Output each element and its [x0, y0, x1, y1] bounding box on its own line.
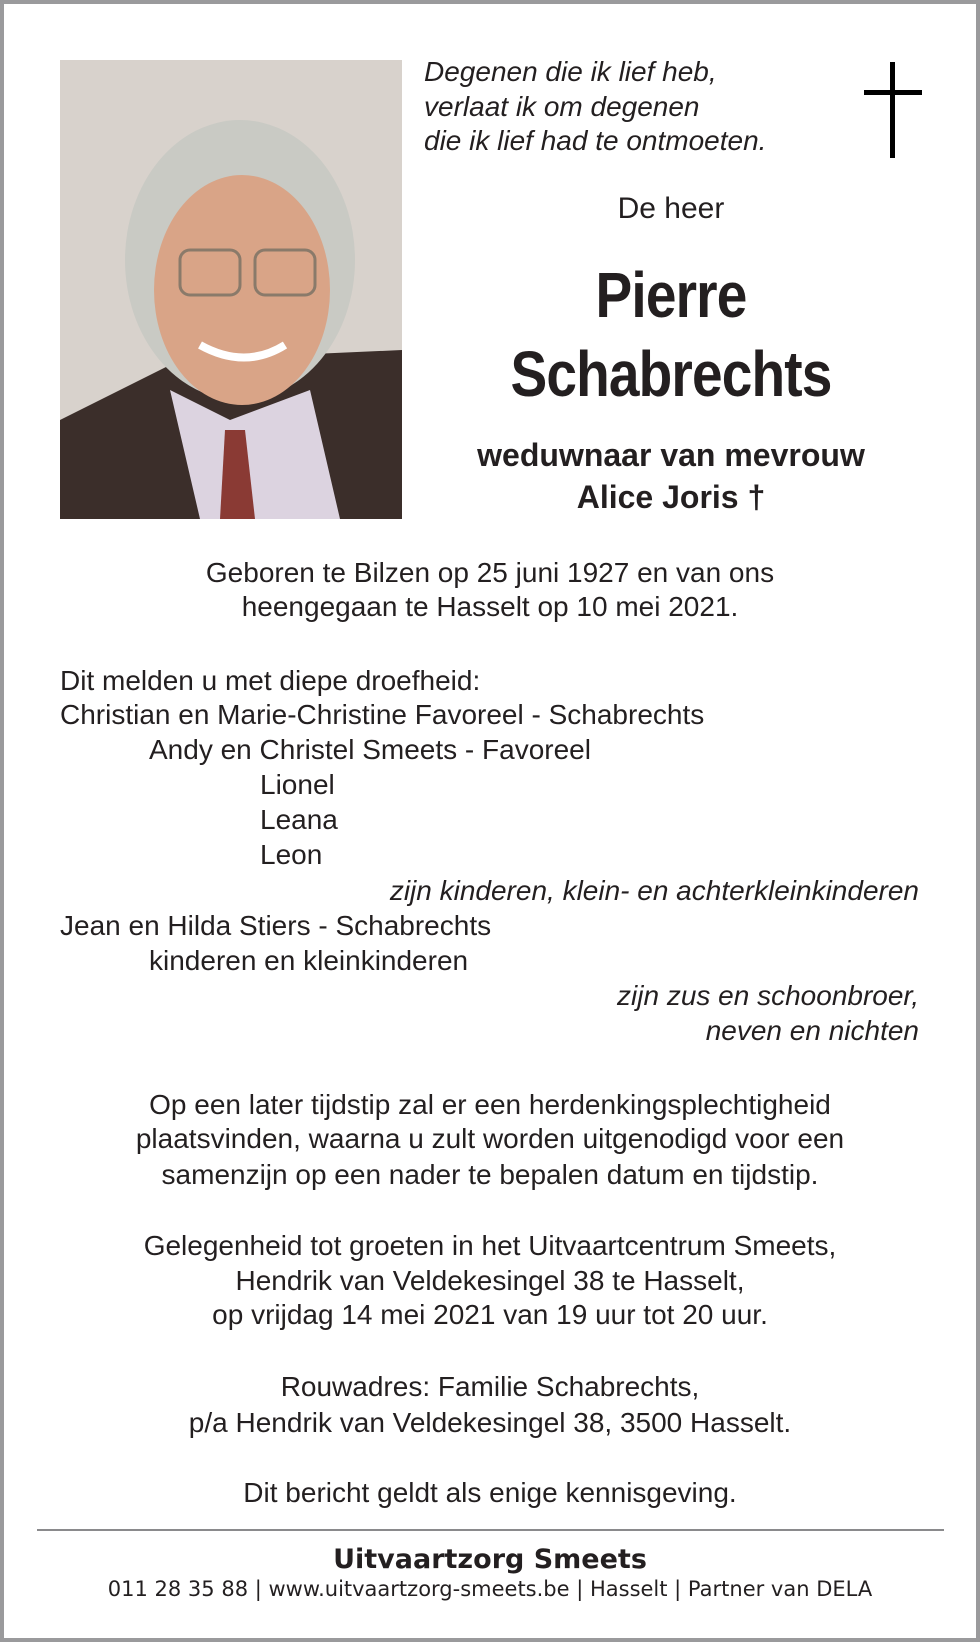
ceremony-line: plaatsvinden, waarna u zult worden uitgenodigd voor een: [135, 1123, 845, 1154]
quote-line: die ik lief had te ontmoeten.: [424, 125, 767, 156]
portrait-photo: [60, 60, 402, 519]
address-line: Rouwadres: Familie Schabrechts,: [280, 1371, 700, 1402]
family-relation: zijn kinderen, klein- en achterkleinkinderen: [389, 875, 919, 906]
family-line: Christian en Marie-Christine Favoreel - Schabrechts: [60, 699, 705, 730]
notice: Dit bericht geldt als enige kennisgeving.: [243, 1477, 737, 1508]
quote-line: verlaat ik om degenen: [424, 91, 700, 122]
family-line: Lionel: [260, 769, 335, 800]
ceremony-line: Op een later tijdstip zal er een herdenkingsplechtigheid: [149, 1089, 831, 1120]
funeral-home-contact: 011 28 35 88 | www.uitvaartzorg-smeets.be | Hasselt | Partner van DELA: [107, 1577, 873, 1601]
funeral-home-name: Uitvaartzorg Smeets: [333, 1544, 647, 1575]
visit-line: Gelegenheid tot groeten in het Uitvaartcentrum Smeets,: [143, 1230, 837, 1261]
first-name: Pierre: [595, 259, 747, 331]
family-relation: zijn zus en schoonbroer,: [617, 980, 919, 1011]
family-intro: Dit melden u met diepe droefheid:: [60, 665, 481, 696]
divider: [37, 1529, 944, 1531]
visit-line: op vrijdag 14 mei 2021 van 19 uur tot 20 uur.: [212, 1299, 768, 1330]
ceremony-line: samenzijn op een nader te bepalen datum en tijdstip.: [161, 1159, 819, 1190]
family-line: Leana: [260, 804, 338, 835]
birth-line: Geboren te Bilzen op 25 juni 1927 en van ons: [205, 557, 775, 588]
cross-icon: [864, 62, 922, 158]
last-name: Schabrechts: [510, 338, 832, 410]
family-line: Leon: [260, 839, 323, 870]
family-line: kinderen en kleinkinderen: [149, 945, 469, 976]
address-line: p/a Hendrik van Veldekesingel 38, 3500 Hasselt.: [188, 1407, 792, 1438]
honorific: De heer: [617, 192, 725, 225]
spouse-name: Alice Joris †: [576, 479, 766, 515]
family-line: Jean en Hilda Stiers - Schabrechts: [60, 910, 492, 941]
family-relation: neven en nichten: [705, 1015, 919, 1046]
visit-line: Hendrik van Veldekesingel 38 te Hasselt,: [235, 1265, 745, 1296]
spouse-line: weduwnaar van mevrouw: [477, 437, 865, 473]
family-line: Andy en Christel Smeets - Favoreel: [149, 734, 591, 765]
quote-line: Degenen die ik lief heb,: [424, 56, 717, 87]
birth-line: heengegaan te Hasselt op 10 mei 2021.: [241, 591, 739, 622]
